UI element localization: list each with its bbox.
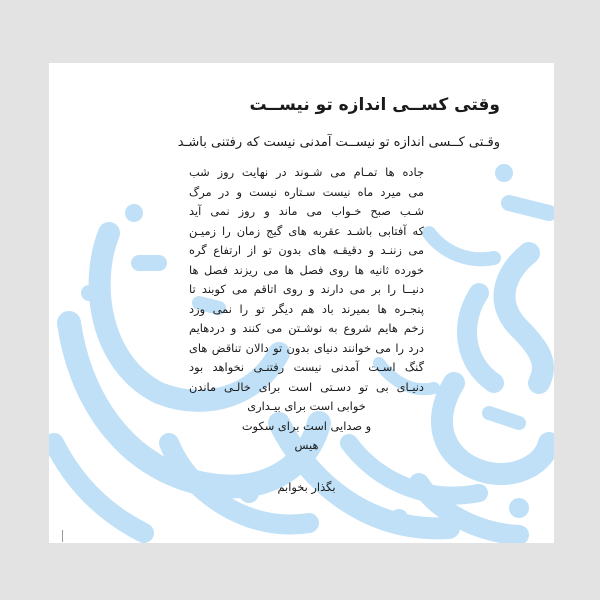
poem-line: خوابی است برای بیـداری bbox=[247, 399, 366, 413]
page-edge-mark bbox=[62, 530, 63, 542]
poem-line: هیس bbox=[294, 438, 319, 452]
poem-lines bbox=[189, 163, 424, 456]
poem-line: درد را می خوانند دنیای بدون تو دالان تناقض های bbox=[189, 340, 424, 355]
poem-line: گنگ اسـت آمدنی نیست رفتنـی نخواهد بود bbox=[189, 360, 424, 374]
poem-line: که آفتابی باشـد عقربه های گیج زمان را زمیـن bbox=[189, 223, 424, 238]
poem-line: زخم هایم شروع به نوشـتن می کنند و دردهایم bbox=[189, 321, 424, 335]
poem-line: جاده ها تمـام می شـوند در نهایت روز شب bbox=[189, 165, 424, 179]
poem-line: پنجـره ها بمیرند باد هم دیگر تو را نمی وزد bbox=[189, 301, 424, 316]
poem-line: دنیــا را بر می دارند و روی اتاقم می کوبند تا bbox=[189, 282, 424, 296]
poem-line: و صدایی است برای سکوت bbox=[241, 418, 372, 433]
poem-line: می میرد ماه نیست سـتاره نیست و در مرگ bbox=[189, 184, 424, 199]
poem-line: شـب صبح خـواب می ماند و روز نمی آید bbox=[189, 204, 424, 218]
poem-line: خورده ثانیه ها روی فصل ها می ریزند فصل ها bbox=[189, 262, 424, 277]
poem-line: می زننـد و دقیقـه های بدون تو از ارتفاع گره bbox=[189, 243, 424, 257]
poem-title: وقتی کســی اندازه تو نیســت bbox=[249, 95, 500, 115]
poem-subtitle: وقـتی کــسی اندازه تو نیســت آمدنی نیست که رفتنی باشـد bbox=[177, 135, 500, 150]
poem-page bbox=[49, 63, 554, 543]
poem-content bbox=[49, 63, 554, 543]
poem-closing: بگذار بخوابم bbox=[277, 480, 336, 494]
poem-line: دنیـای بی تو دسـتی است برای خالـی ماندن bbox=[189, 379, 424, 394]
